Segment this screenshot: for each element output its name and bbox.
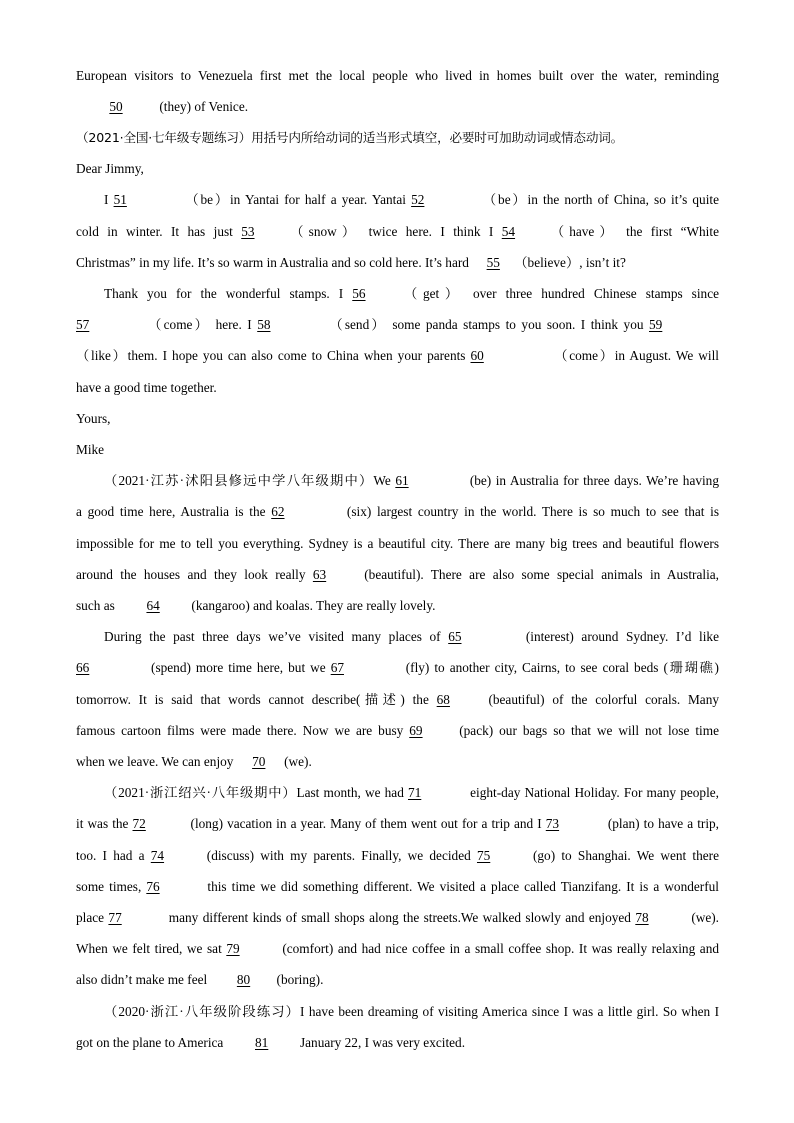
answer-blank: 61 (395, 473, 409, 488)
answer-blank: 57 (76, 317, 90, 332)
paragraph-line: impossible for me to tell you everything. Sydney is a beautiful city. There are many big trees and beautiful flowers (76, 536, 719, 551)
answer-blank: 63 (312, 567, 327, 582)
paragraph-line: During the past three days we’ve visited many places of 65 (interest) around Sydney. I’d like (104, 629, 719, 644)
answer-blank: 69 (409, 723, 423, 738)
paragraph-line: too. I had a 74 (discuss) with my parents. Finally, we decided 75 (go) to Shanghai. We went there (76, 848, 719, 863)
answer-blank: 79 (226, 941, 240, 956)
paragraph-line: got on the plane to America 81 January 22, I was very excited. (76, 1035, 466, 1050)
answer-blank: 65 (448, 629, 462, 644)
paragraph-line: such as 64 (kangaroo) and koalas. They are really lovely. (76, 598, 436, 613)
paragraph-line: 57 （come） here. I 58 （send） some panda stamps to you soon. I think you 59 (76, 317, 719, 333)
paragraph-line: when we leave. We can enjoy 70 (we). (76, 754, 312, 769)
answer-blank: 77 (108, 910, 122, 925)
paragraph-line: around the houses and they look really 63 (beautiful). There are also some special animals in Australia, (76, 567, 719, 582)
answer-blank: 81 (255, 1035, 269, 1050)
paragraph-line: cold in winter. It has just 53 （snow） twice here. I think I 54 （have） the first “White (76, 224, 719, 239)
answer-blank: 64 (146, 598, 160, 613)
letter-closing: Yours, (76, 411, 111, 426)
answer-blank: 56 (352, 286, 366, 301)
paragraph-line: a good time here, Australia is the 62 (six) largest country in the world. There is so much to see that is (76, 504, 719, 519)
answer-blank: 75 (476, 848, 491, 863)
letter-greeting: Dear Jimmy, (76, 161, 144, 176)
answer-blank: 60 (470, 348, 484, 363)
answer-blank: 58 (257, 317, 271, 332)
paragraph-line: （2020·浙江·八年级阶段练习）I have been dreaming of visiting America since I was a little girl. So when I (104, 1004, 719, 1019)
answer-blank: 55 (486, 255, 500, 270)
answer-blank: 71 (408, 785, 422, 800)
answer-blank: 54 (501, 224, 516, 239)
paragraph-line: I 51 （be）in Yantai for half a year. Yantai 52 （be）in the north of China, so it’s quite (104, 192, 719, 207)
paragraph-line: place 77 many different kinds of small shops along the streets.We walked slowly and enjoyed 78 (we). (76, 910, 719, 925)
answer-blank: 70 (252, 754, 266, 769)
paragraph-line: 66 (spend) more time here, but we 67 (fly) to another city, Cairns, to see coral beds (珊瑚礁) (76, 660, 719, 675)
paragraph-line: European visitors to Venezuela first met the local people who lived in homes built over the water, reminding (76, 68, 719, 83)
answer-blank: 66 (76, 660, 90, 675)
answer-blank: 52 (411, 192, 425, 207)
paragraph-line: （2021·江苏·沭阳县修远中学八年级期中）We 61 (be) in Australia for three days. We’re having (104, 473, 719, 488)
answer-blank: 76 (146, 879, 160, 894)
paragraph-line: （like）them. I hope you can also come to China when your parents 60 （come）in August. We will (76, 348, 719, 363)
answer-blank: 78 (635, 910, 649, 925)
answer-blank: 53 (241, 224, 255, 239)
answer-blank: 74 (150, 848, 165, 863)
paragraph-line: it was the 72 (long) vacation in a year. Many of them went out for a trip and I 73 (plan) to have a trip, (76, 816, 719, 831)
exercise-instruction: （2021·全国·七年级专题练习）用括号内所给动词的适当形式填空，必要时可加助动词或情态动词。 (76, 130, 624, 145)
answer-blank: 59 (649, 317, 663, 332)
answer-blank: 72 (132, 816, 146, 831)
answer-blank: 51 (113, 192, 127, 207)
paragraph-line: Christmas” in my life. It’s so warm in Australia and so cold here. It’s hard 55 （believe）, isn’t it? (76, 255, 626, 270)
paragraph-line: （2021·浙江绍兴·八年级期中）Last month, we had 71 eight-day National Holiday. For many people, (104, 785, 719, 800)
answer-blank: 50 (109, 99, 123, 114)
answer-blank: 62 (271, 504, 285, 519)
paragraph-line: some times, 76 this time we did something different. We visited a place called Tianzifang. It is a wonderful (76, 879, 719, 894)
answer-blank: 73 (545, 816, 560, 831)
paragraph-line: famous cartoon films were made there. Now we are busy 69 (pack) our bags so that we will not lose time (76, 723, 719, 738)
paragraph-line: tomorrow. It is said that words cannot describe(描述) the 68 (beautiful) of the colorful corals. Many (76, 692, 719, 707)
answer-blank: 67 (330, 660, 344, 675)
answer-blank: 68 (436, 692, 450, 707)
letter-signature: Mike (76, 442, 105, 457)
paragraph-line: have a good time together. (76, 380, 217, 395)
paragraph-line: 50 (they) of Venice. (76, 99, 719, 115)
paragraph-line: When we felt tired, we sat 79 (comfort) and had nice coffee in a small coffee shop. It was really relaxing and (76, 941, 719, 956)
answer-blank: 80 (236, 972, 251, 987)
paragraph-line: Thank you for the wonderful stamps. I 56 （get） over three hundred Chinese stamps since (104, 286, 719, 301)
paragraph-line: also didn’t make me feel 80 (boring). (76, 972, 324, 987)
